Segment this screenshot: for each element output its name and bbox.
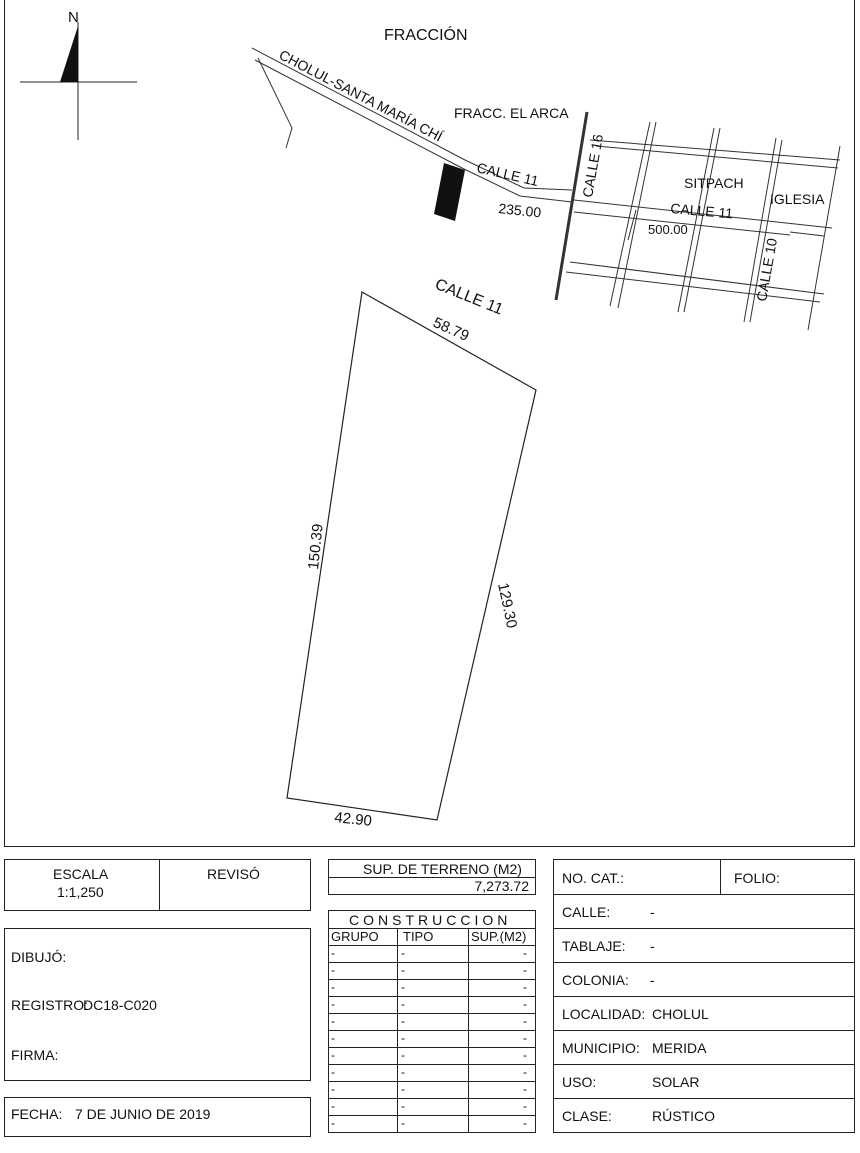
construccion-cell: -: [523, 1048, 527, 1062]
calle-value: -: [650, 904, 655, 920]
construccion-row-line: [329, 1064, 535, 1065]
road-label: CHOLUL-SANTA MARÍA CHÍ: [276, 46, 446, 145]
construccion-cell: -: [331, 946, 335, 960]
construccion-row-line: [329, 1132, 535, 1133]
lot-boundary: [287, 292, 536, 820]
sup-terreno-value: 7,273.72: [474, 878, 529, 894]
construccion-cell: -: [331, 980, 335, 994]
folio-label: FOLIO:: [734, 870, 780, 886]
construccion-cell: -: [331, 997, 335, 1011]
construccion-row-line: [329, 1081, 535, 1082]
fecha-box: [4, 1097, 311, 1137]
sitpach-label: SITPACH: [684, 175, 744, 191]
dibujo-box: [4, 928, 311, 1081]
construccion-cell: -: [401, 1099, 405, 1113]
iglesia-label: IGLESIA: [770, 191, 825, 207]
info-table: [553, 859, 855, 1133]
calle16-label: CALLE 16: [579, 132, 607, 199]
calle10-label: CALLE 10: [753, 236, 781, 303]
building-block: [434, 163, 465, 221]
municipio-label: MUNICIPIO:: [562, 1040, 640, 1056]
uso-value: SOLAR: [652, 1074, 700, 1090]
construccion-row-line: [329, 1115, 535, 1116]
firma-label: FIRMA:: [11, 1047, 59, 1063]
construccion-cell: -: [523, 1014, 527, 1028]
clase-label: CLASE:: [562, 1108, 612, 1124]
col-sup: SUP.(M2): [471, 929, 527, 944]
colonia-value: -: [650, 972, 655, 988]
construccion-cell: -: [523, 963, 527, 977]
distance-500-label: 500.00: [648, 222, 688, 237]
escala-value: 1:1,250: [57, 884, 104, 900]
construccion-cell: -: [523, 980, 527, 994]
colonia-label: COLONIA:: [562, 972, 629, 988]
construccion-cell: -: [523, 997, 527, 1011]
construccion-cell: -: [523, 1099, 527, 1113]
uso-label: USO:: [562, 1074, 597, 1090]
construccion-cell: -: [331, 1116, 335, 1130]
construccion-row-line: [329, 979, 535, 980]
clase-value: RÚSTICO: [652, 1108, 715, 1124]
construccion-row-line: [329, 962, 535, 963]
construccion-cell: -: [331, 963, 335, 977]
escala-box: [4, 859, 311, 911]
dim-left: 150.39: [305, 523, 327, 571]
construccion-cell: -: [331, 1082, 335, 1096]
dibujo-label: DIBUJÓ:: [11, 949, 67, 965]
calle11-label-a: CALLE 11: [475, 159, 541, 190]
tablaje-value: -: [650, 938, 655, 954]
construccion-cell: -: [331, 1065, 335, 1079]
calle11-label-b: CALLE 11: [669, 200, 734, 222]
registro-label: REGISTRO:: [11, 997, 89, 1013]
dim-right: 129.30: [494, 581, 521, 630]
col-grupo: GRUPO: [331, 929, 379, 944]
construccion-label: CONSTRUCCION: [349, 912, 512, 928]
calle11-label-c: CALLE 11: [432, 275, 506, 319]
construccion-cell: -: [331, 1048, 335, 1062]
construccion-cell: -: [401, 1031, 405, 1045]
construccion-cell: -: [331, 1031, 335, 1045]
col-tipo: TIPO: [403, 929, 434, 944]
construccion-cell: -: [401, 963, 405, 977]
construccion-row-line: [329, 1013, 535, 1014]
dim-bottom: 42.90: [333, 809, 373, 830]
tablaje-label: TABLAJE:: [562, 938, 626, 954]
construccion-cell: -: [331, 1099, 335, 1113]
construccion-cell: -: [401, 980, 405, 994]
construccion-cell: -: [523, 1082, 527, 1096]
construccion-table: [328, 910, 536, 1133]
registro-value: DC18-C020: [83, 997, 157, 1013]
construccion-cell: -: [523, 1065, 527, 1079]
reviso-label: REVISÓ: [207, 866, 260, 882]
construccion-cell: -: [401, 997, 405, 1011]
construccion-cell: -: [331, 1014, 335, 1028]
construccion-cell: -: [401, 1065, 405, 1079]
construccion-cell: -: [523, 946, 527, 960]
dim-top: 58.79: [430, 314, 472, 345]
north-label: N: [68, 9, 79, 26]
construccion-cell: -: [401, 1014, 405, 1028]
construccion-cell: -: [401, 1082, 405, 1096]
fracc-arca-label: FRACC. EL ARCA: [454, 105, 569, 121]
municipio-value: MERIDA: [652, 1040, 707, 1056]
distance-235-label: 235.00: [497, 200, 542, 221]
north-arrow-icon: [20, 22, 137, 140]
construccion-cell: -: [401, 1116, 405, 1130]
localidad-value: CHOLUL: [652, 1006, 709, 1022]
construccion-cell: -: [401, 1048, 405, 1062]
sup-terreno-label: SUP. DE TERRENO (M2): [363, 861, 522, 877]
construccion-row-line: [329, 1030, 535, 1031]
construccion-cell: -: [523, 1031, 527, 1045]
fecha-label: FECHA:: [11, 1106, 63, 1122]
construccion-cell: -: [401, 946, 405, 960]
no-cat-label: NO. CAT.:: [562, 870, 624, 886]
escala-label: ESCALA: [53, 866, 109, 882]
construccion-row-line: [329, 996, 535, 997]
fecha-value: 7 DE JUNIO DE 2019: [75, 1106, 211, 1122]
construccion-cell: -: [523, 1116, 527, 1130]
calle-label: CALLE:: [562, 904, 611, 920]
sup-terreno-box: [328, 859, 536, 895]
construccion-row-line: [329, 1047, 535, 1048]
localidad-label: LOCALIDAD:: [562, 1006, 646, 1022]
fraccion-label: FRACCIÓN: [384, 27, 468, 44]
construccion-row-line: [329, 1098, 535, 1099]
